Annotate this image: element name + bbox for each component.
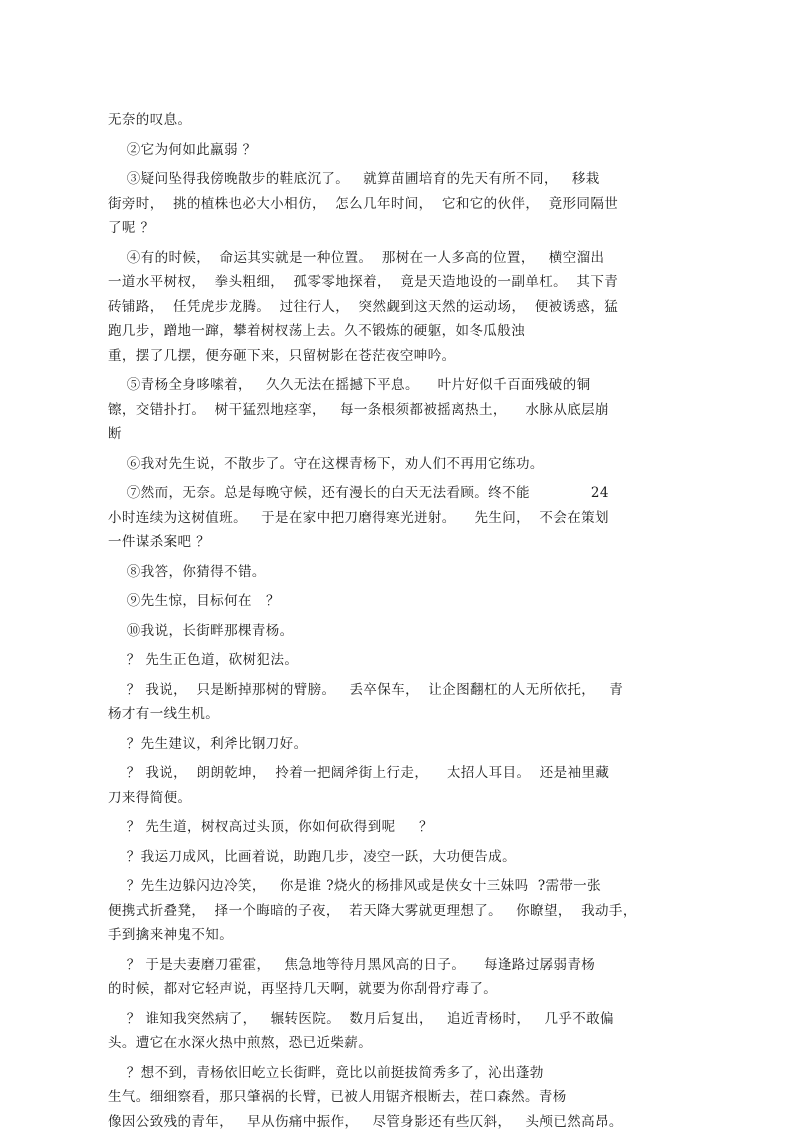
paragraph [108,953,668,1002]
paragraph [108,167,668,241]
text-line: 断 [108,422,668,447]
paragraph [108,732,668,757]
text-line: ？先生建议，利斧比钢刀好。 [108,732,668,757]
text-line: 一道水平树杈， 拳头粗细， 孤零零地探着， 竟是天造地设的一副单杠。 其下青 [108,270,668,295]
paragraph [108,452,668,477]
document-page [108,108,668,1134]
text-line: 镲，交错扑打。 树干猛烈地痉挛， 每一条根须都被摇离热土， 水脉从底层崩 [108,398,668,423]
text-line: 小时连续为这树值班。 于是在家中把刀磨得寒光迸射。 先生问， 不会在策划 [108,506,668,531]
text-line: 街旁时， 挑的植株也必大小相仿， 怎么几年时间， 它和它的伙伴， 竟形同隔世 [108,192,668,217]
paragraph [108,481,668,555]
text-line: ⑤青杨全身哆嗦着， 久久无法在摇撼下平息。 叶片好似千百面残破的铜 [108,373,668,398]
paragraph [108,678,668,727]
text-line: ⑦然而，无奈。总是每晚守候，还有漫长的白天无法看顾。终不能 24 [108,481,668,506]
text-line: ②它为何如此羸弱 ？ [108,138,668,163]
text-line: ⑩我说，长街畔那棵青杨。 [108,619,668,644]
text-line: ⑧我答，你猜得不错。 [108,560,668,585]
text-line: 砖铺路， 任凭虎步龙腾。 过往行人， 突然觑到这天然的运动场， 便被诱惑，猛 [108,295,668,320]
paragraph [108,815,668,840]
paragraph [108,560,668,585]
text-line: ？ 谁知我突然病了， 辗转医院。 数月后复出， 追近青杨时， 几乎不敢偏 [108,1007,668,1032]
text-line: ③疑问坠得我傍晚散步的鞋底沉了。 就算苗圃培育的先天有所不同， 移栽 [108,167,668,192]
text-line: ④有的时候， 命运其实就是一种位置。 那树在一人多高的位置， 横空溜出 [108,246,668,271]
text-line: ？ 于是夫妻磨刀霍霍， 焦急地等待月黑风高的日子。 每逢路过孱弱青杨 [108,953,668,978]
text-line: ？想不到，青杨依旧屹立长街畔，竟比以前挺拔简秀多了，沁出蓬勃 [108,1061,668,1086]
paragraph [108,761,668,810]
text-line: 跑几步，蹭地一蹿，攀着树杈荡上去。久不锻炼的硬躯，如冬瓜般浊 [108,319,668,344]
paragraph [108,373,668,447]
paragraph [108,246,668,369]
text-line: 杨才有一线生机。 [108,702,668,727]
text-line: ？先生边躲闪边冷笑， 你是谁 ?烧火的杨排风或是侠女十三妹吗 ?需带一张 [108,874,668,899]
paragraph [108,648,668,673]
text-line: 重，摆了几摆，便夯砸下来，只留树影在苍茫夜空呻吟。 [108,344,668,369]
text-line: ⑥我对先生说，不散步了。守在这棵青杨下，劝人们不再用它练功。 [108,452,668,477]
text-line: ？我运刀成风，比画着说，助跑几步，凌空一跃，大功便告成。 [108,845,668,870]
text-line: 头。遭它在水深火热中煎熬，恐已近柴薪。 [108,1031,668,1056]
text-line: 手到擒来神鬼不知。 [108,923,668,948]
text-line: 刀来得简便。 [108,786,668,811]
text-line: 像因公致残的青年， 早从伤痛中振作， 尽管身影还有些仄斜， 头颅已然高昂。 [108,1110,668,1134]
text-line: ？ 先生正色道，砍树犯法。 [108,648,668,673]
paragraph [108,108,668,133]
text-line: ？ 我说， 只是断掉那树的臂膀。 丢卒保车， 让企图翻杠的人无所依托， 青 [108,678,668,703]
text-line: 便携式折叠凳， 择一个晦暗的子夜， 若天降大雾就更理想了。 你瞭望， 我动手， [108,899,668,924]
paragraph [108,619,668,644]
paragraph [108,138,668,163]
text-line: 了呢 ？ [108,216,668,241]
paragraph [108,1007,668,1056]
text-line: ？ 先生道，树杈高过头顶，你如何砍得到呢 ？ [108,815,668,840]
paragraph [108,589,668,614]
text-line: 的时候，都对它轻声说，再坚持几天啊，就要为你刮骨疗毒了。 [108,977,668,1002]
paragraph [108,845,668,870]
text-line: 生气。细细察看，那只肇祸的长臂，已被人用锯齐根断去，茬口森然。青杨 [108,1085,668,1110]
paragraph [108,874,668,948]
text-line: 一件谋杀案吧 ？ [108,530,668,555]
text-line: ？ 我说， 朗朗乾坤， 拎着一把阔斧街上行走， 太招人耳目。 还是袖里藏 [108,761,668,786]
text-line: ⑨先生惊，目标何在 ？ [108,589,668,614]
text-line: 无奈的叹息。 [108,108,668,133]
